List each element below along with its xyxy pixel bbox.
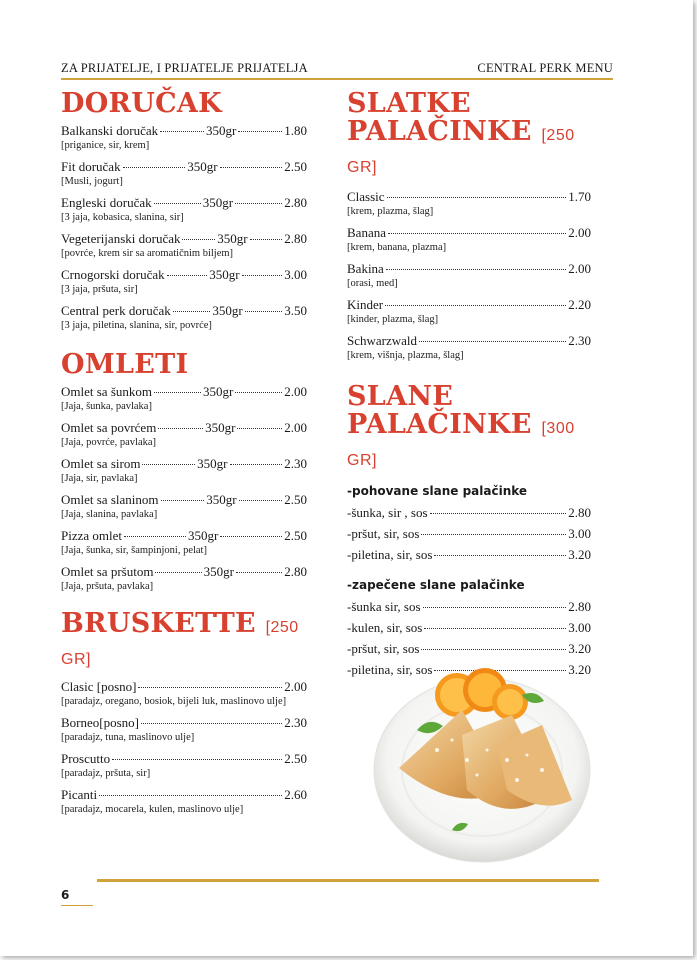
item-weight: 350gr [209, 267, 240, 282]
item-weight: 350gr [187, 159, 218, 174]
menu-item [347, 547, 591, 563]
item-price: 2.80 [284, 564, 307, 579]
footer-rule [97, 879, 599, 882]
menu-item [347, 333, 591, 363]
item-price: 2.80 [568, 505, 591, 520]
menu-item [61, 231, 307, 261]
menu-item [61, 195, 307, 225]
item-price: 3.00 [284, 267, 307, 282]
item-weight: 350gr [197, 456, 228, 471]
subgroup-heading: -zapečene slane palačinke [347, 578, 525, 592]
menu-item [61, 564, 307, 594]
item-name: Bakina [347, 261, 384, 276]
item-weight: 350gr [202, 384, 234, 399]
item-name: -pršut, sir, sos [347, 526, 420, 541]
left-column [61, 90, 307, 823]
item-price: 2.50 [284, 751, 307, 766]
header-menu-title: CENTRAL PERK MENU [477, 61, 613, 75]
item-price: 1.70 [568, 189, 591, 204]
crepes-with-orange-plate-icon [357, 640, 597, 868]
menu-item [61, 528, 307, 558]
item-description: [povrće, krem sir sa aromatičnim biljem] [61, 248, 234, 259]
item-description: [paradajz, tuna, maslinovo ulje] [61, 732, 195, 743]
slatke-title-line2: PALAČINKE [347, 116, 532, 147]
item-description: [kinder, plazma, šlag] [347, 314, 439, 325]
item-name: Omlet sa pršutom [61, 564, 154, 579]
item-price: 2.30 [568, 333, 591, 348]
menu-item [61, 303, 307, 333]
item-weight: 350gr [217, 231, 248, 246]
item-weight: 350gr [187, 528, 219, 543]
item-description: [krem, plazma, šlag] [347, 206, 434, 217]
omleti-list [61, 384, 307, 594]
item-price: 3.20 [568, 662, 591, 677]
item-weight: 350gr [205, 420, 236, 435]
item-name: Omlet sa slaninom [61, 492, 159, 507]
item-name: -šunka, sir , sos [347, 505, 428, 520]
menu-item [61, 123, 307, 153]
item-name: Kinder [347, 297, 384, 312]
item-weight: 350gr [206, 492, 237, 507]
item-name: Omlet sa šunkom [61, 384, 152, 399]
item-name: -kulen, sir, sos [347, 620, 423, 635]
dorucak-list [61, 123, 307, 333]
item-description: [Jaja, pršuta, pavlaka] [61, 581, 154, 592]
page-header [61, 60, 613, 80]
item-price: 2.00 [568, 225, 591, 240]
item-description: [Jaja, sir, pavlaka] [61, 473, 138, 484]
item-weight: 350gr [206, 123, 237, 138]
item-description: [3 jaja, pršuta, sir] [61, 284, 138, 295]
section-title-slane [347, 383, 591, 475]
item-name: Pizza omlet [61, 528, 123, 543]
page-number-underline [61, 905, 93, 906]
item-price: 2.50 [284, 492, 307, 507]
item-price: 3.00 [568, 526, 591, 541]
slatke-title-line1: SLATKE [347, 88, 471, 119]
item-description: [Jaja, slanina, pavlaka] [61, 509, 158, 520]
item-price: 2.80 [284, 195, 307, 210]
item-price: 3.50 [284, 303, 308, 318]
item-name: Omlet sa sirom [61, 456, 141, 471]
item-price: 2.00 [284, 679, 307, 694]
item-description: [Jaja, povrće, pavlaka] [61, 437, 157, 448]
slatke-quantity: [250 GR] [347, 127, 575, 176]
slane-title-line2: PALAČINKE [347, 409, 532, 440]
slane-quantity: [300 GR] [347, 420, 575, 469]
item-price: 1.80 [284, 123, 307, 138]
item-price: 2.30 [284, 456, 307, 471]
item-description: [Musli, jogurt] [61, 176, 123, 187]
item-price: 2.30 [284, 715, 307, 730]
item-name: Schwarzwald [347, 333, 418, 348]
item-name: Classic [347, 189, 385, 204]
item-name: -piletina, sir, sos [347, 547, 433, 562]
item-name: Central perk doručak [61, 303, 171, 318]
item-name: Fit doručak [61, 159, 121, 174]
subgroup-heading: -pohovane slane palačinke [347, 484, 528, 498]
item-price: 2.80 [284, 231, 308, 246]
bruskette-title: BRUSKETTE [61, 608, 256, 639]
bruskette-list [61, 679, 307, 817]
item-price: 2.00 [284, 420, 307, 435]
item-name: Balkanski doručak [61, 123, 159, 138]
page-number: 6 [61, 888, 70, 902]
menu-item [61, 420, 307, 450]
item-name: Omlet sa povrćem [61, 420, 157, 435]
menu-item [61, 267, 307, 297]
item-price: 2.50 [284, 528, 308, 543]
item-description: [Jaja, šunka, pavlaka] [61, 401, 152, 412]
item-description: [paradajz, pršuta, sir] [61, 768, 151, 779]
menu-item [61, 159, 307, 189]
item-price: 3.00 [568, 620, 591, 635]
section-title-omleti: OMLETI [61, 349, 189, 380]
item-name: Picanti [61, 787, 98, 802]
item-description: [krem, banana, plazma] [347, 242, 447, 253]
item-description: [3 jaja, piletina, slanina, sir, povrće] [61, 320, 212, 331]
item-price: 2.00 [284, 384, 307, 399]
slatke-list [347, 189, 591, 363]
item-description: [Jaja, šunka, sir, šampinjoni, pelat] [61, 545, 207, 556]
item-description: [3 jaja, kobasica, slanina, sir] [61, 212, 184, 223]
item-name: Clasic [posno] [61, 679, 137, 694]
item-price: 2.60 [284, 787, 307, 802]
item-description: [priganice, sir, krem] [61, 140, 150, 151]
item-weight: 350gr [203, 564, 235, 579]
item-name: -piletina, sir, sos [347, 662, 433, 677]
item-weight: 350gr [202, 195, 234, 210]
item-name: Crnogorski doručak [61, 267, 165, 282]
item-price: 2.80 [568, 599, 591, 614]
slane-title-line1: SLANE [347, 381, 454, 412]
item-name: -pršut, sir, sos [347, 641, 420, 656]
item-name: Banana [347, 225, 386, 240]
item-price: 2.00 [568, 261, 591, 276]
section-title-slatke [347, 90, 591, 182]
item-price: 2.50 [284, 159, 308, 174]
menu-item [61, 679, 307, 709]
item-description: [krem, višnja, plazma, šlag] [347, 350, 464, 361]
item-name: Borneo[posno] [61, 715, 139, 730]
menu-item [347, 620, 591, 636]
item-name: Proscutto [61, 751, 111, 766]
menu-item [347, 526, 591, 542]
menu-item [61, 492, 307, 522]
menu-item [61, 751, 307, 781]
menu-item [347, 261, 591, 291]
item-price: 3.20 [568, 641, 591, 656]
item-weight: 350gr [212, 303, 243, 318]
item-price: 3.20 [568, 547, 591, 562]
menu-item [61, 456, 307, 486]
section-title-dorucak: DORUČAK [61, 88, 222, 119]
menu-item [347, 189, 591, 219]
item-name: Vegeterijanski doručak [61, 231, 181, 246]
header-tagline: ZA PRIJATELJE, I PRIJATELJE PRIJATELJA [61, 61, 308, 75]
item-description: [paradajz, oregano, bosiok, bijeli luk, maslinovo ulje] [61, 696, 287, 707]
bruskette-quantity: [250 GR] [61, 619, 299, 668]
slane-group-pohovane [347, 483, 591, 563]
menu-item [61, 384, 307, 414]
menu-item [347, 505, 591, 521]
item-description: [orasi, med] [347, 278, 398, 289]
menu-item [347, 297, 591, 327]
menu-item [61, 787, 307, 817]
menu-item [347, 599, 591, 615]
menu-item [347, 225, 591, 255]
right-column [347, 90, 591, 683]
item-name: Engleski doručak [61, 195, 152, 210]
item-description: [paradajz, mocarela, kulen, maslinovo ulje] [61, 804, 244, 815]
section-title-bruskette [61, 610, 307, 674]
item-price: 2.20 [568, 297, 591, 312]
menu-item [61, 715, 307, 745]
item-name: -šunka sir, sos [347, 599, 421, 614]
